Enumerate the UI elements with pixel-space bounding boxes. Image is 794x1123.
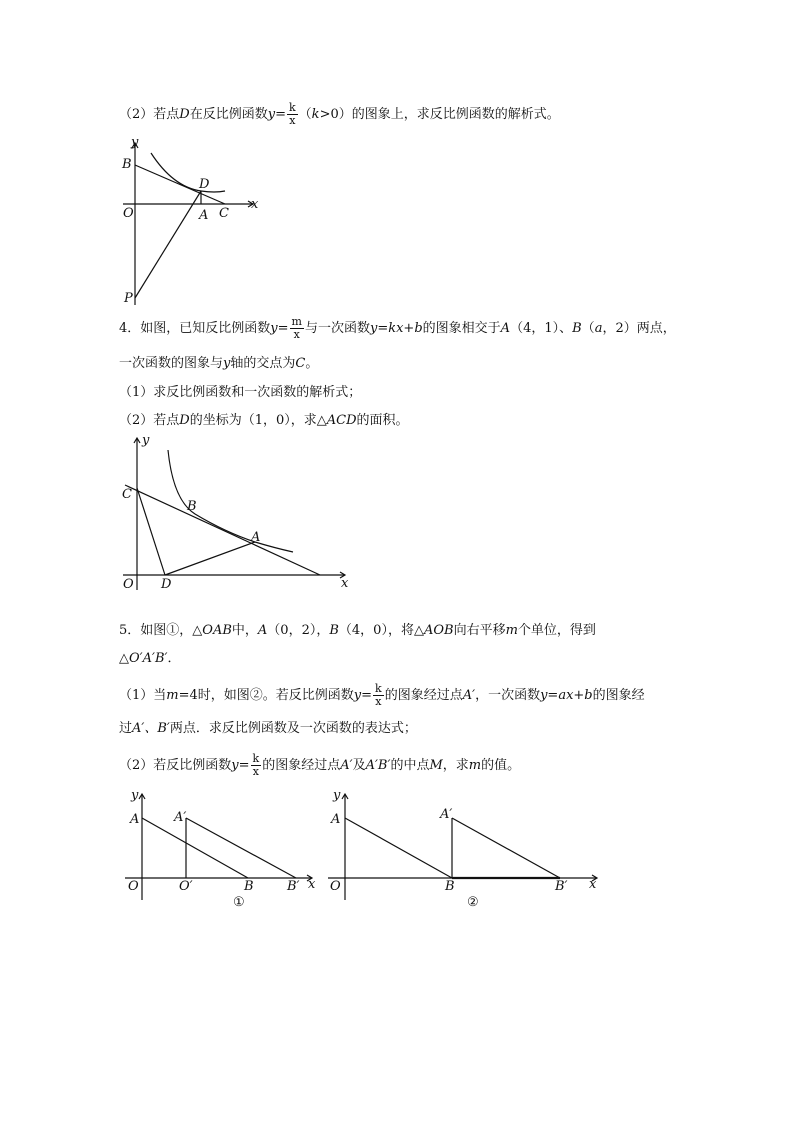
line-BC xyxy=(135,165,225,204)
text: 5．如图①，△ xyxy=(119,623,203,638)
point-label: A′ xyxy=(462,688,476,703)
numerator: k xyxy=(252,752,260,765)
label-A: A xyxy=(130,812,140,827)
denominator: x xyxy=(289,114,296,127)
label-x: x xyxy=(251,197,259,212)
q5-part2 xyxy=(119,753,520,778)
segment-A1B1 xyxy=(452,818,560,878)
function-lhs: y= xyxy=(353,688,373,703)
point-label: C xyxy=(295,356,306,371)
text: （1）求反比例函数和一次函数的解析式； xyxy=(119,385,362,400)
label-B: B xyxy=(122,157,132,172)
function-lhs: y= xyxy=(231,758,250,773)
figure-caption: ② xyxy=(467,895,479,910)
label-C: C xyxy=(122,487,132,502)
segment-AB xyxy=(142,818,248,878)
q4-part2 xyxy=(119,412,409,430)
denominator: x xyxy=(293,328,300,341)
text: 个单位，得到 xyxy=(517,623,596,638)
label-x: x xyxy=(589,877,597,892)
text: 轴的交点为 xyxy=(230,356,296,371)
label-B-prime: B′ xyxy=(287,879,300,894)
text: 两点．求反比例函数及一次函数的表达式； xyxy=(169,721,417,736)
text: （4，1）、 xyxy=(510,321,573,336)
fraction xyxy=(290,316,304,341)
q5-figure-1 xyxy=(120,790,325,915)
label-y: y xyxy=(131,788,139,803)
figure-caption: ① xyxy=(233,895,245,910)
point-labels: A′、B′ xyxy=(132,721,170,736)
fraction xyxy=(251,753,262,778)
function-lhs: y= xyxy=(267,107,286,122)
label-A-prime: A′ xyxy=(440,807,453,822)
triangle-label: AOB xyxy=(423,623,454,638)
text: 4．如图，已知反比例函数 xyxy=(119,321,271,336)
q4-figure xyxy=(115,430,360,595)
q5-part1-line2 xyxy=(119,720,417,738)
numerator: k xyxy=(375,682,382,695)
text: （2）若点 xyxy=(119,413,180,428)
variable: m xyxy=(166,688,179,703)
text: 一次函数的图象与 xyxy=(119,356,224,371)
text: 及 xyxy=(352,758,366,773)
label-y: y xyxy=(131,135,139,150)
label-y: y xyxy=(333,788,341,803)
label-O: O xyxy=(128,879,139,894)
line-CA xyxy=(125,485,320,575)
point-label: M xyxy=(429,758,443,773)
text: 的值。 xyxy=(481,758,521,773)
q4-line2 xyxy=(119,355,318,373)
label-A: A xyxy=(331,812,341,827)
point-label: A xyxy=(500,321,511,336)
triangle-label: OAB xyxy=(202,623,232,638)
point-label: A xyxy=(257,623,268,638)
q5-line1 xyxy=(119,622,596,640)
label-A: A xyxy=(251,530,261,545)
point-label: D xyxy=(179,107,190,122)
text: 的图象经过点 xyxy=(262,758,341,773)
text: 过 xyxy=(119,721,133,736)
hyperbola-curve xyxy=(151,153,225,192)
text: =4时，如图②。若反比例函数 xyxy=(178,688,354,703)
triangle-label: ACD xyxy=(326,413,357,428)
text: 的坐标为（1，0），求△ xyxy=(189,413,327,428)
denominator: x xyxy=(375,695,382,708)
point-label: A′ xyxy=(340,758,353,773)
text: （1）当 xyxy=(119,688,167,703)
text: 中， xyxy=(231,623,258,638)
label-x: x xyxy=(341,576,349,591)
variable: m xyxy=(505,623,518,638)
variable: a xyxy=(594,321,603,336)
label-A-prime: A′ xyxy=(174,810,187,825)
linear-function: y=ax+b xyxy=(540,688,593,703)
point-label: B xyxy=(329,623,339,638)
label-O: O xyxy=(123,577,134,592)
variable: m xyxy=(468,758,482,773)
q5-figure-2 xyxy=(322,790,607,915)
linear-function: y=kx+b xyxy=(369,321,423,336)
q4-part1 xyxy=(119,384,361,402)
label-y: y xyxy=(142,433,150,448)
function-lhs: y= xyxy=(270,321,289,336)
text: 在反比例函数 xyxy=(189,107,268,122)
triangle-label: △O′A′B′ xyxy=(119,651,168,666)
label-O: O xyxy=(330,879,341,894)
text: ． xyxy=(167,651,181,666)
fraction xyxy=(373,683,384,708)
text: 与一次函数 xyxy=(304,321,370,336)
text: （0，2）， xyxy=(267,623,330,638)
label-A: A xyxy=(199,208,209,223)
numerator: m xyxy=(291,315,302,328)
text: （4，0），将△ xyxy=(338,623,424,638)
text: ，一次函数 xyxy=(475,688,541,703)
q3-figure xyxy=(115,135,265,310)
label-B: B xyxy=(187,499,197,514)
text: 的中点 xyxy=(390,758,430,773)
text: 的图象经 xyxy=(592,688,645,703)
point-label: B xyxy=(572,321,582,336)
label-P: P xyxy=(124,291,133,306)
label-B: B xyxy=(244,879,254,894)
text: （2）若点 xyxy=(119,107,180,122)
variable: y xyxy=(223,356,231,371)
label-O-prime: O′ xyxy=(179,879,193,894)
q5-line2 xyxy=(119,650,180,668)
label-D: D xyxy=(199,177,210,192)
label-C: C xyxy=(219,206,229,221)
text: （2）若反比例函数 xyxy=(119,758,232,773)
segment-A1B1 xyxy=(186,818,296,878)
q5-part1-line1 xyxy=(119,683,645,708)
label-x: x xyxy=(308,877,316,892)
line-PD xyxy=(135,191,201,298)
segment-label: A′B′ xyxy=(365,758,391,773)
segment-AB xyxy=(345,818,452,878)
label-D: D xyxy=(161,577,172,592)
fraction xyxy=(287,102,298,127)
denominator: x xyxy=(252,765,259,778)
segment-DA xyxy=(165,542,255,575)
text: >0）的图象上，求反比例函数的解析式。 xyxy=(319,107,560,122)
label-B: B xyxy=(445,879,455,894)
text: ，求 xyxy=(442,758,469,773)
label-O: O xyxy=(123,206,134,221)
label-B-prime: B′ xyxy=(555,879,568,894)
text: 的图象经过点 xyxy=(384,688,463,703)
numerator: k xyxy=(288,101,296,114)
text: 。 xyxy=(305,356,319,371)
variable: k xyxy=(311,107,320,122)
q4-line1 xyxy=(119,316,676,341)
text: （ xyxy=(581,321,595,336)
text: （ xyxy=(298,107,312,122)
text: 向右平移 xyxy=(453,623,506,638)
text: ，2）两点， xyxy=(602,321,676,336)
text: 的面积。 xyxy=(356,413,409,428)
text: 的图象相交于 xyxy=(422,321,501,336)
point-label: D xyxy=(179,413,190,428)
q3-part2-text xyxy=(119,102,560,127)
